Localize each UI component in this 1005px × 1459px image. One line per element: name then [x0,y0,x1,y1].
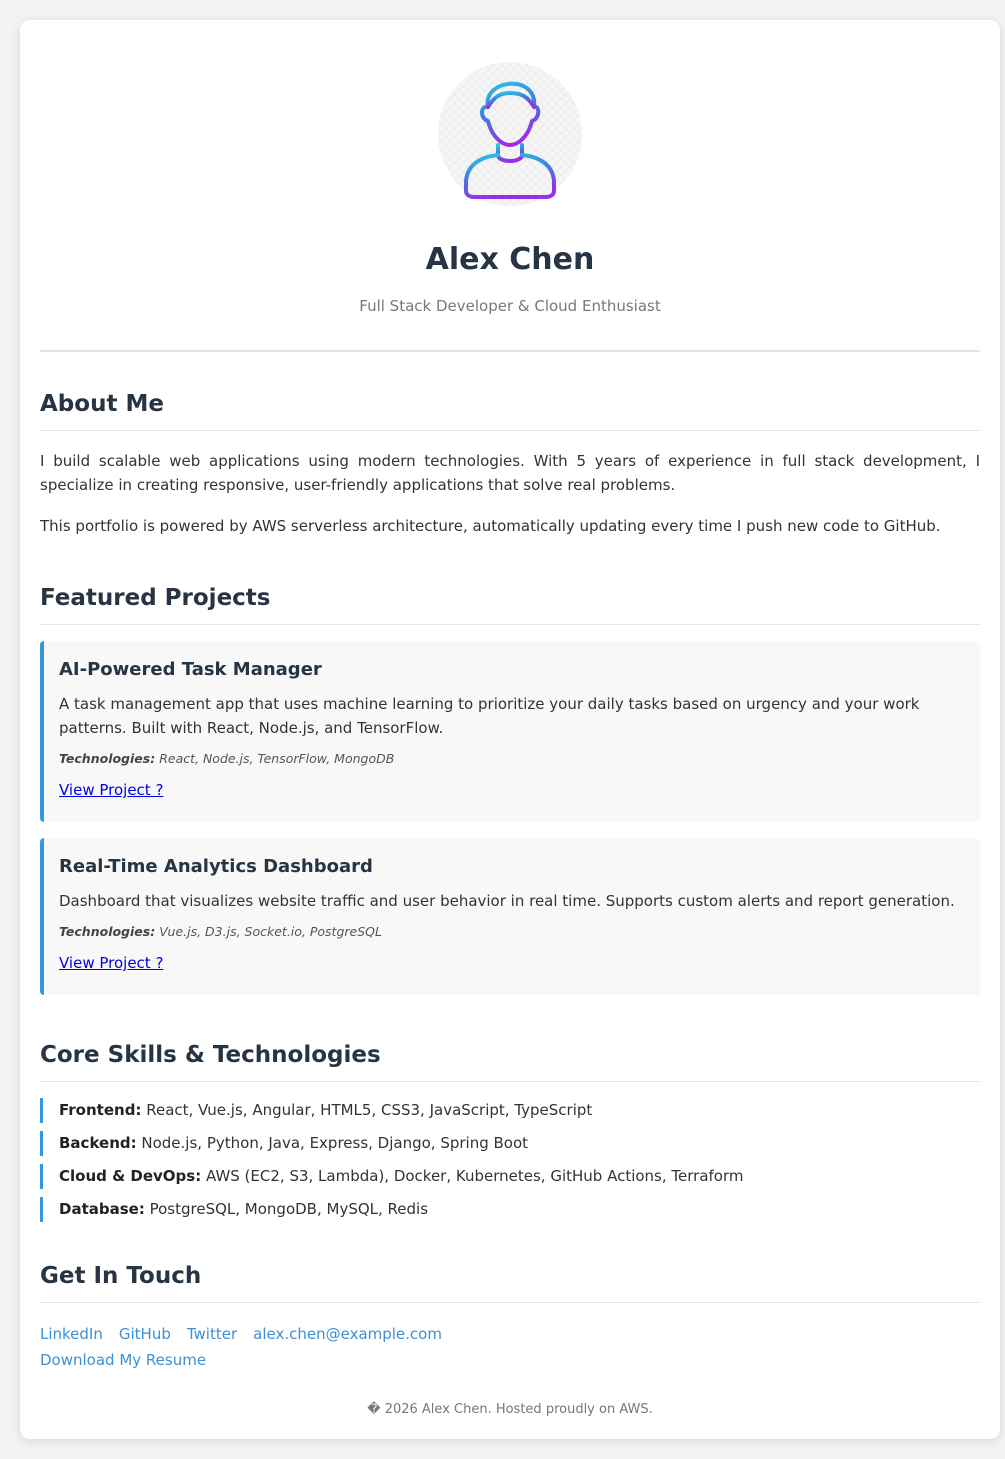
avatar [438,62,582,206]
profile-title: Full Stack Developer & Cloud Enthusiast [359,297,661,315]
project-description: Dashboard that visualizes website traffic and user behavior in real time. Supports custom alerts and report generation. [59,892,955,910]
skills-heading: Core Skills & Technologies [40,1041,980,1082]
header-divider [40,350,980,352]
project-technologies [59,750,962,768]
project-card [40,838,980,995]
project-title: Real-Time Analytics Dashboard [59,856,373,877]
skill-value: Node.js, Python, Java, Express, Django, Spring Boot [141,1134,529,1152]
view-project-link[interactable]: View Project ? [59,954,164,972]
skill-value: React, Vue.js, Angular, HTML5, CSS3, JavaScript, TypeScript [146,1101,593,1119]
technologies-label: Technologies: [59,924,156,939]
about-section [40,390,980,538]
user-avatar-icon [460,67,560,201]
download-resume-link[interactable]: Download My Resume [40,1351,207,1369]
skill-label: Database: [59,1200,145,1218]
skill-value: PostgreSQL, MongoDB, MySQL, Redis [149,1200,429,1218]
skills-list [40,1098,980,1222]
project-technologies [59,923,962,941]
view-project-link[interactable]: View Project ? [59,781,164,799]
skill-item-frontend [40,1098,980,1123]
skill-item-backend [40,1131,980,1156]
contact-section [40,1262,980,1373]
skill-label: Frontend: [59,1101,142,1119]
email-link[interactable]: alex.chen@example.com [253,1325,442,1343]
skill-label: Cloud & DevOps: [59,1167,202,1185]
skill-item-cloud-devops [40,1164,980,1189]
technologies-list: Vue.js, D3.js, Socket.io, PostgreSQL [159,924,382,939]
footer-text: � 2026 Alex Chen. Hosted proudly on AWS. [367,1402,653,1417]
about-heading: About Me [40,390,980,431]
contact-heading: Get In Touch [40,1262,980,1303]
about-paragraph-1: I build scalable web applications using modern technologies. With 5 years of experience in full stack development, I specialize in creating responsive, user-friendly applications that solve real problems. [40,452,980,494]
skill-item-database [40,1197,980,1222]
portfolio-card [20,20,1000,1439]
technologies-label: Technologies: [59,751,156,766]
profile-header [40,62,980,316]
skills-section [40,1041,980,1222]
technologies-list: React, Node.js, TensorFlow, MongoDB [159,751,395,766]
contact-links [40,1321,980,1373]
linkedin-link[interactable]: LinkedIn [40,1325,103,1343]
github-link[interactable]: GitHub [118,1325,171,1343]
project-card [40,641,980,822]
project-description: A task management app that uses machine learning to prioritize your daily tasks based on urgency and your work patterns. Built with React, Node.js, and TensorFlow. [59,695,920,737]
skill-value: AWS (EC2, S3, Lambda), Docker, Kubernetes, GitHub Actions, Terraform [206,1167,744,1185]
twitter-link[interactable]: Twitter [186,1325,238,1343]
profile-name: Alex Chen [425,242,595,277]
skill-label: Backend: [59,1134,137,1152]
project-title: AI-Powered Task Manager [59,659,322,680]
projects-heading: Featured Projects [40,584,980,625]
projects-section [40,584,980,995]
about-paragraph-2: This portfolio is powered by AWS serverless architecture, automatically updating every time I push new code to GitHub. [40,517,941,535]
